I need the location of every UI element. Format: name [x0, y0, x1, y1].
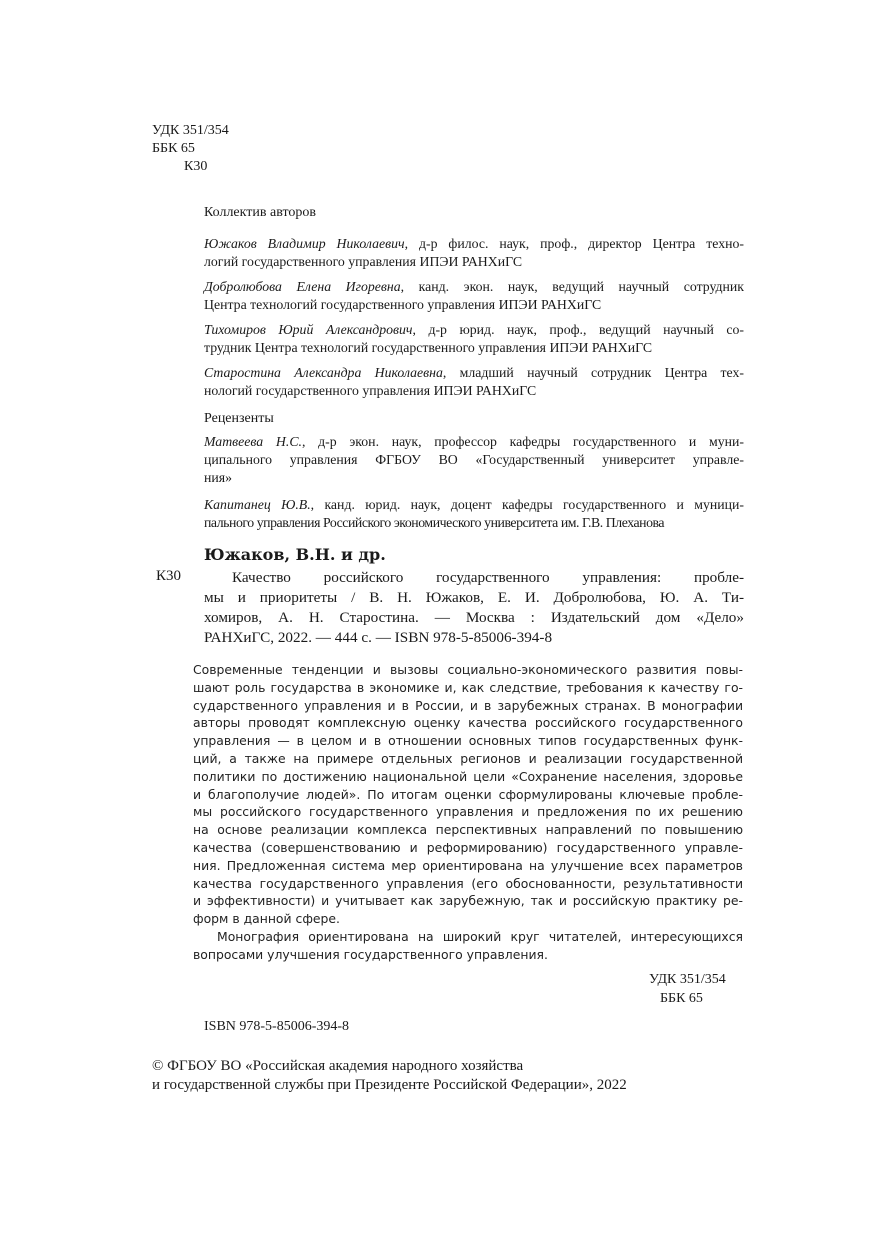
author-name: Южаков Владимир Николаевич — [204, 236, 405, 251]
authors-heading: Коллектив авторов — [204, 205, 316, 220]
footer-bbk-code: ББК 65 — [660, 991, 703, 1006]
reviewer-name: Матвеева Н.С. — [204, 434, 302, 449]
reviewers-heading: Рецензенты — [204, 411, 274, 426]
bbk-code: ББК 65 — [152, 141, 195, 156]
author-name: Старостина Александра Николаевна — [204, 365, 443, 380]
udk-code: УДК 351/354 — [152, 123, 229, 138]
footer-udk-code: УДК 351/354 — [649, 972, 726, 987]
isbn: ISBN 978-5-85006-394-8 — [204, 1019, 350, 1034]
author-sign-code: К30 — [184, 159, 208, 174]
author-name: Тихомиров Юрий Александрович — [204, 322, 413, 337]
author-name: Добролюбова Елена Игоревна — [204, 279, 401, 294]
reviewer-name: Капитанец Ю.В. — [204, 497, 311, 512]
author-entry: Тихомиров Юрий Александрович, д-р юрид. наук, проф., ведущий научный со- трудник Центра технологий государственного управления ИПЭИ РАНХиГС — [204, 322, 744, 355]
reviewer-entry: Капитанец Ю.В., канд. юрид. наук, доцент кафедры государственного и муници- пального управления Российского экономического университета им. Г.В. Плеханова — [204, 497, 744, 530]
bib-description: Качество российского государственного управления: пробле- мы и приоритеты / В. Н. Южаков, Е. И. Добролюбова, Ю. А. Ти- хомиров, А. Н. Старостина. — Москва : Издательский дом «Дело» РАНХиГС, 2022. — 444 с. — ISBN 978-5-85006-394-8 — [204, 569, 744, 646]
author-entry: Старостина Александра Николаевна, младший научный сотрудник Центра тех- нологий государственного управления ИПЭИ РАНХиГС — [204, 365, 744, 398]
author-entry: Добролюбова Елена Игоревна, канд. экон. наук, ведущий научный сотрудник Центра технологий государственного управления ИПЭИ РАНХиГС — [204, 279, 745, 312]
reviewer-entry: Матвеева Н.С., д-р экон. наук, профессор кафедры государственного и муни- ципального управления ФГБОУ ВО «Государственный университет управле- ния» — [204, 434, 745, 485]
bib-author: Южаков, В.Н. и др. — [204, 545, 386, 564]
abstract: Современные тенденции и вызовы социально-экономического развития повы- шают роль государства в экономике и, как следствие, требования к качеству го- сударственного управления и в России, и в зарубежных странах. В монографии авторы проводят комплексную оценку качества российского государственного управления — в целом и в отношении основных типов государственных функ- ций, а также на примере отдельных регионов и реализации государственной политики по достижению национальной цели «Сохранение населения, здоровье и благополучие людей». По итогам оценки сформулированы ключевые пробле- мы российского государственного управления и предложения по их решению на основе реализации комплекса перспективных направлений по повышению качества (совершенствованию и реформированию) государственного управле- ния. Предложенная система мер ориентирована на улучшение всех параметров качества государственного управления (его обоснованности, результативности и эффективности) и учитывает как зарубежную, так и российскую практику ре- форм в данной сфере. Монография ориентирована на широкий круг читателей, интересующихся вопросами улучшения государственного управления. — [193, 662, 743, 962]
author-entry: Южаков Владимир Николаевич, д-р филос. наук, проф., директор Центра техно- логий государственного управления ИПЭИ РАНХиГС — [204, 236, 744, 269]
copyright-line-2: и государственной службы при Президенте Российской Федерации», 2022 — [152, 1077, 627, 1093]
copyright-line-1: © ФГБОУ ВО «Российская академия народного хозяйства — [152, 1058, 524, 1074]
bib-code: К30 — [156, 568, 182, 584]
